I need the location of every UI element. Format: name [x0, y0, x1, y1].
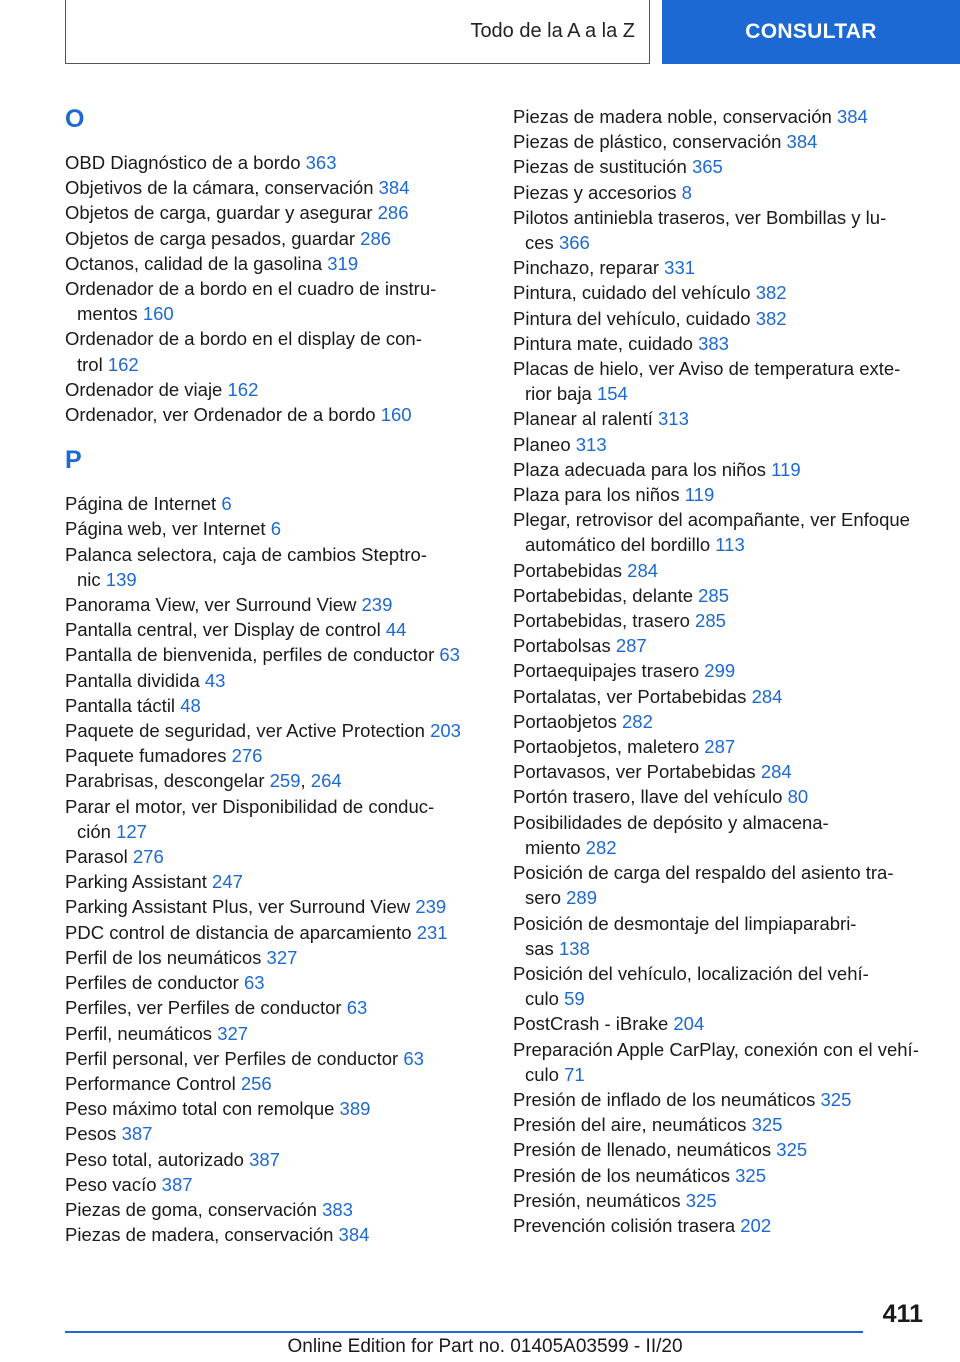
- page-link[interactable]: 387: [249, 1148, 280, 1170]
- entry-text: Piezas de sustitución: [513, 156, 687, 178]
- index-entry: [65, 970, 485, 995]
- page-link[interactable]: 284: [751, 685, 783, 707]
- index-entry: [65, 1021, 485, 1046]
- entry-text: culo: [525, 988, 559, 1010]
- index-entry: [513, 810, 933, 835]
- entry-text: Parabrisas, descongelar: [65, 770, 265, 792]
- index-entry: [513, 835, 933, 860]
- index-entry: [65, 894, 485, 919]
- index-entry: [513, 1037, 933, 1062]
- entry-text: Presión de inflado de los neumáticos: [513, 1088, 816, 1110]
- page-link[interactable]: 276: [132, 846, 164, 868]
- page-link[interactable]: 162: [227, 378, 259, 400]
- page-link[interactable]: 276: [231, 745, 263, 767]
- entry-text: Parking Assistant Plus, ver Surround View: [65, 896, 411, 918]
- page-link[interactable]: 259: [269, 770, 301, 792]
- index-column-right: [513, 104, 933, 1238]
- index-entry: [513, 356, 933, 381]
- page-link[interactable]: 80: [787, 786, 809, 808]
- footer-divider: [65, 1331, 863, 1333]
- entry-text: Presión, neumáticos: [513, 1189, 681, 1211]
- page-link[interactable]: 6: [270, 518, 281, 540]
- index-entry: [65, 617, 485, 642]
- entry-text: Portaobjetos: [513, 710, 617, 732]
- page-link[interactable]: 59: [564, 988, 585, 1010]
- entry-text: Palanca selectora, caja de cambios Steptro-: [65, 543, 427, 565]
- page-link[interactable]: 384: [836, 106, 868, 127]
- entry-text: Objetivos de la cámara, conservación: [65, 177, 374, 199]
- index-entry: [513, 583, 933, 608]
- tab-consultar[interactable]: CONSULTAR: [662, 0, 960, 64]
- index-entry: [513, 230, 933, 255]
- entry-text: Página web, ver Internet: [65, 518, 266, 540]
- index-entry: [65, 844, 485, 869]
- page-separator: ,: [300, 770, 306, 792]
- page-link[interactable]: 387: [161, 1173, 193, 1195]
- entry-text: Plaza para los niños: [513, 484, 680, 506]
- page-link[interactable]: 325: [776, 1139, 808, 1161]
- entry-text: Preparación Apple CarPlay, conexión con el vehí-: [513, 1038, 919, 1060]
- page-link[interactable]: 284: [627, 559, 659, 581]
- page-link[interactable]: 287: [704, 736, 736, 758]
- page-link[interactable]: 384: [378, 177, 410, 199]
- index-entry: [513, 961, 933, 986]
- edition-note: Online Edition for Part no. 01405A03599 - II/20: [287, 1336, 683, 1357]
- index-entry: [65, 1172, 485, 1197]
- index-entry: [513, 180, 933, 205]
- page-link[interactable]: 285: [698, 584, 730, 606]
- index-entry: [513, 331, 933, 356]
- page-link[interactable]: 138: [558, 937, 590, 959]
- entry-text: Peso máximo total con remolque: [65, 1098, 335, 1120]
- entry-text: Posición del vehículo, localización del vehí-: [513, 962, 869, 984]
- index-entry: [65, 491, 485, 516]
- page-link[interactable]: 63: [346, 997, 368, 1019]
- index-entry: [513, 507, 933, 532]
- page-link[interactable]: 127: [116, 820, 147, 842]
- index-entry: [65, 542, 485, 567]
- page-link[interactable]: 160: [380, 404, 412, 426]
- entry-text: Portavasos, ver Portabebidas: [513, 761, 756, 783]
- page-link[interactable]: 327: [217, 1022, 249, 1044]
- entry-text: Pantalla central, ver Display de control: [65, 619, 381, 641]
- entry-text: ces: [525, 232, 554, 254]
- page-link[interactable]: 331: [664, 257, 696, 279]
- index-entry: [513, 734, 933, 759]
- page-link[interactable]: 71: [564, 1063, 585, 1085]
- page-link[interactable]: 387: [121, 1123, 153, 1145]
- entry-text: Posición de desmontaje del limpiaparabri-: [513, 912, 857, 934]
- index-entry: [65, 642, 485, 667]
- entry-text: Pintura del vehículo, cuidado: [513, 307, 751, 329]
- entry-text: Piezas de madera, conservación: [65, 1224, 334, 1246]
- index-entry: [513, 986, 933, 1011]
- page-link[interactable]: 286: [360, 227, 392, 249]
- page-link[interactable]: 231: [416, 921, 448, 943]
- page-link[interactable]: 284: [760, 761, 792, 783]
- entry-text: Pantalla de bienvenida, perfiles de conductor: [65, 644, 435, 666]
- entry-text: Paquete de seguridad, ver Active Protection: [65, 720, 425, 742]
- entry-text: Portalatas, ver Portabebidas: [513, 685, 747, 707]
- page-link[interactable]: 325: [685, 1189, 717, 1211]
- entry-text: Planear al ralentí: [513, 408, 653, 430]
- entry-text: Presión del aire, neumáticos: [513, 1114, 747, 1136]
- page-link[interactable]: 363: [305, 152, 337, 173]
- entry-text: Pantalla dividida: [65, 669, 200, 691]
- section-letter: P: [65, 446, 82, 475]
- page-link[interactable]: 289: [566, 887, 598, 909]
- index-entry: [513, 684, 933, 709]
- index-entry: [65, 1071, 485, 1096]
- page-link[interactable]: 6: [221, 493, 232, 515]
- entry-text: automático del bordillo: [525, 534, 711, 556]
- index-entry: [65, 226, 485, 251]
- entry-text: Plegar, retrovisor del acompañante, ver Enfoque: [513, 509, 910, 531]
- entry-text: Perfil personal, ver Perfiles de conductor: [65, 1047, 399, 1069]
- index-entry: [513, 532, 933, 557]
- index-entry: [65, 402, 485, 427]
- index-entry: [513, 129, 933, 154]
- page-link[interactable]: 8: [681, 181, 692, 203]
- index-entry: [513, 936, 933, 961]
- entry-text: sas: [525, 937, 554, 959]
- index-entry: [65, 352, 485, 377]
- page-link[interactable]: 287: [615, 635, 647, 657]
- page-link[interactable]: 203: [430, 720, 461, 742]
- entry-text: Pinchazo, reparar: [513, 257, 660, 279]
- index-entry: [513, 104, 933, 129]
- entry-text: trol: [77, 353, 103, 375]
- index-entry: [513, 1213, 933, 1238]
- page-link[interactable]: 139: [105, 568, 137, 590]
- page-number: 411: [882, 1300, 923, 1328]
- entry-text: Pilotos antiniebla traseros, ver Bombillas y lu-: [513, 206, 887, 228]
- entry-text: Portabolsas: [513, 635, 611, 657]
- page-link[interactable]: 325: [735, 1164, 766, 1186]
- entry-text: Presión de llenado, neumáticos: [513, 1139, 772, 1161]
- page-link[interactable]: 299: [704, 660, 736, 682]
- entry-text: miento: [525, 836, 581, 858]
- header-tabs: [65, 0, 960, 64]
- page-link[interactable]: 383: [698, 332, 729, 354]
- page-link[interactable]: 63: [243, 972, 265, 994]
- page-link[interactable]: 319: [327, 252, 359, 274]
- entry-text: Piezas de madera noble, conservación: [513, 106, 832, 127]
- entry-text: sero: [525, 887, 561, 909]
- index-entry: [65, 1096, 485, 1121]
- page-link[interactable]: 48: [180, 694, 201, 716]
- page-link[interactable]: 282: [622, 710, 653, 732]
- index-entry: [65, 869, 485, 894]
- page-link[interactable]: 247: [212, 871, 243, 893]
- page-link[interactable]: 325: [820, 1088, 852, 1110]
- index-entry: [513, 432, 933, 457]
- index-entry: [513, 1062, 933, 1087]
- entry-text: Prevención colisión trasera: [513, 1214, 736, 1236]
- entry-text: Objetos de carga pesados, guardar: [65, 227, 356, 249]
- page-link[interactable]: 162: [107, 353, 139, 375]
- page-link[interactable]: 264: [310, 770, 342, 792]
- page-link[interactable]: 63: [403, 1047, 424, 1069]
- page-link[interactable]: 366: [558, 232, 590, 254]
- entry-text: Panorama View, ver Surround View: [65, 594, 357, 616]
- index-entry: [65, 668, 485, 693]
- index-entry: [65, 743, 485, 768]
- page-link[interactable]: 384: [338, 1224, 370, 1246]
- entry-text: Piezas de plástico, conservación: [513, 131, 782, 153]
- index-entry: [65, 945, 485, 970]
- entry-text: Performance Control: [65, 1072, 236, 1094]
- entry-text: Pintura, cuidado del vehículo: [513, 282, 751, 304]
- index-entry: [65, 175, 485, 200]
- entry-text: Perfil, neumáticos: [65, 1022, 213, 1044]
- index-entry: [513, 1011, 933, 1036]
- entry-text: rior baja: [525, 383, 592, 405]
- page-link[interactable]: 282: [585, 836, 617, 858]
- index-entry: [65, 516, 485, 541]
- index-entry: [65, 995, 485, 1020]
- index-entry: [513, 306, 933, 331]
- entry-text: Placas de hielo, ver Aviso de temperatura exte-: [513, 358, 901, 380]
- index-entry: [513, 709, 933, 734]
- entry-text: Posición de carga del respaldo del asiento tra-: [513, 862, 894, 884]
- entry-text: Portaequipajes trasero: [513, 660, 700, 682]
- entry-text: ción: [77, 820, 111, 842]
- index-entry: [65, 567, 485, 592]
- index-entry: [513, 860, 933, 885]
- index-entry: [65, 200, 485, 225]
- entry-text: Octanos, calidad de la gasolina: [65, 252, 323, 274]
- index-entry: [513, 255, 933, 280]
- index-entry: [513, 885, 933, 910]
- page-link[interactable]: 204: [673, 1013, 705, 1035]
- page-link[interactable]: 389: [339, 1098, 371, 1120]
- page-link[interactable]: 256: [240, 1072, 272, 1094]
- index-entry: [65, 1222, 485, 1247]
- entry-text: Paquete fumadores: [65, 745, 227, 767]
- page-link[interactable]: 119: [771, 458, 801, 480]
- section-letter: O: [65, 105, 85, 133]
- index-entry: [65, 718, 485, 743]
- entry-text: Parar el motor, ver Disponibilidad de conduc-: [65, 795, 435, 817]
- entry-text: mentos: [77, 303, 138, 325]
- index-entry: [65, 150, 485, 175]
- index-entry: [65, 377, 485, 402]
- page-link[interactable]: 325: [751, 1114, 783, 1136]
- index-entry: [513, 205, 933, 230]
- page-link[interactable]: 239: [415, 896, 447, 918]
- page-link[interactable]: 239: [361, 594, 393, 616]
- entry-text: Ordenador de a bordo en el display de con-: [65, 328, 422, 350]
- index-entry: [65, 326, 485, 351]
- entry-text: Portabebidas, delante: [513, 584, 693, 606]
- entry-text: PDC control de distancia de aparcamiento: [65, 921, 412, 943]
- entry-text: Ordenador, ver Ordenador de a bordo: [65, 404, 376, 426]
- index-entry: [65, 592, 485, 617]
- page-link[interactable]: 382: [755, 282, 787, 304]
- index-entry: [513, 482, 933, 507]
- index-column-left: [65, 104, 485, 1247]
- index-entry: [65, 1147, 485, 1172]
- index-entry: [513, 1087, 933, 1112]
- index-entry: [513, 1137, 933, 1162]
- entry-text: Portón trasero, llave del vehículo: [513, 786, 783, 808]
- index-entry: [513, 381, 933, 406]
- index-entry: [65, 1197, 485, 1222]
- index-entry: [513, 608, 933, 633]
- index-entry: [65, 768, 485, 793]
- entry-text: Ordenador de a bordo en el cuadro de instru-: [65, 278, 437, 300]
- entry-text: Pesos: [65, 1123, 117, 1145]
- index-entry: [65, 920, 485, 945]
- index-entry: [513, 558, 933, 583]
- page-link[interactable]: 160: [142, 303, 174, 325]
- entry-text: Portabebidas: [513, 559, 623, 581]
- index-entry: [513, 280, 933, 305]
- entry-text: Planeo: [513, 433, 571, 455]
- index-entry: [513, 1188, 933, 1213]
- entry-text: Portabebidas, trasero: [513, 610, 690, 632]
- index-entry: [65, 301, 485, 326]
- index-entry: [65, 819, 485, 844]
- entry-text: Piezas de goma, conservación: [65, 1198, 317, 1220]
- page-link[interactable]: 365: [691, 156, 723, 178]
- entry-text: Plaza adecuada para los niños: [513, 458, 767, 480]
- index-entry: [65, 794, 485, 819]
- page-link[interactable]: 285: [695, 610, 726, 632]
- index-entry: [65, 1046, 485, 1071]
- entry-text: Perfiles, ver Perfiles de conductor: [65, 997, 342, 1019]
- tab-todo-az[interactable]: Todo de la A a la Z: [65, 0, 650, 64]
- entry-text: Objetos de carga, guardar y asegurar: [65, 202, 373, 224]
- entry-text: Peso total, autorizado: [65, 1148, 244, 1170]
- page-link[interactable]: 286: [377, 202, 409, 224]
- page-link[interactable]: 327: [266, 946, 298, 968]
- page-link[interactable]: 384: [786, 131, 818, 153]
- entry-text: PostCrash - iBrake: [513, 1013, 669, 1035]
- entry-text: OBD Diagnóstico de a bordo: [65, 152, 301, 173]
- index-entry: [513, 658, 933, 683]
- page-link[interactable]: 382: [755, 307, 787, 329]
- index-entry: [513, 406, 933, 431]
- entry-text: Peso vacío: [65, 1173, 157, 1195]
- index-entry: [65, 276, 485, 301]
- entry-text: Presión de los neumáticos: [513, 1164, 730, 1186]
- page-link[interactable]: 43: [204, 669, 226, 691]
- entry-text: Ordenador de viaje: [65, 378, 223, 400]
- entry-text: Parking Assistant: [65, 871, 207, 893]
- entry-text: culo: [525, 1063, 559, 1085]
- entry-text: nic: [77, 568, 101, 590]
- entry-text: Pantalla táctil: [65, 694, 176, 716]
- page-link[interactable]: 154: [596, 383, 628, 405]
- index-entry: [65, 1121, 485, 1146]
- page-link[interactable]: 313: [575, 433, 607, 455]
- entry-text: Posibilidades de depósito y almacena-: [513, 811, 829, 833]
- page-link[interactable]: 44: [385, 619, 407, 641]
- entry-text: Perfiles de conductor: [65, 972, 239, 994]
- entry-text: Perfil de los neumáticos: [65, 946, 262, 968]
- page-link[interactable]: 113: [715, 534, 745, 556]
- index-entry: [513, 1112, 933, 1137]
- entry-text: Portaobjetos, maletero: [513, 736, 700, 758]
- index-entry: [513, 633, 933, 658]
- entry-text: Parasol: [65, 846, 128, 868]
- index-entry: [513, 1163, 933, 1188]
- index-entry: [513, 784, 933, 809]
- page-link[interactable]: 383: [322, 1198, 353, 1220]
- page-link[interactable]: 119: [684, 484, 715, 506]
- index-entry: [65, 693, 485, 718]
- index-entry: [513, 759, 933, 784]
- index-entry: [513, 154, 933, 179]
- index-entry: [65, 251, 485, 276]
- page-link[interactable]: 202: [740, 1214, 772, 1236]
- page-link[interactable]: 63: [439, 644, 460, 666]
- page-link[interactable]: 313: [658, 408, 689, 430]
- entry-text: Página de Internet: [65, 493, 217, 515]
- index-entry: [513, 457, 933, 482]
- entry-text: Pintura mate, cuidado: [513, 332, 693, 354]
- entry-text: Piezas y accesorios: [513, 181, 677, 203]
- index-entry: [513, 911, 933, 936]
